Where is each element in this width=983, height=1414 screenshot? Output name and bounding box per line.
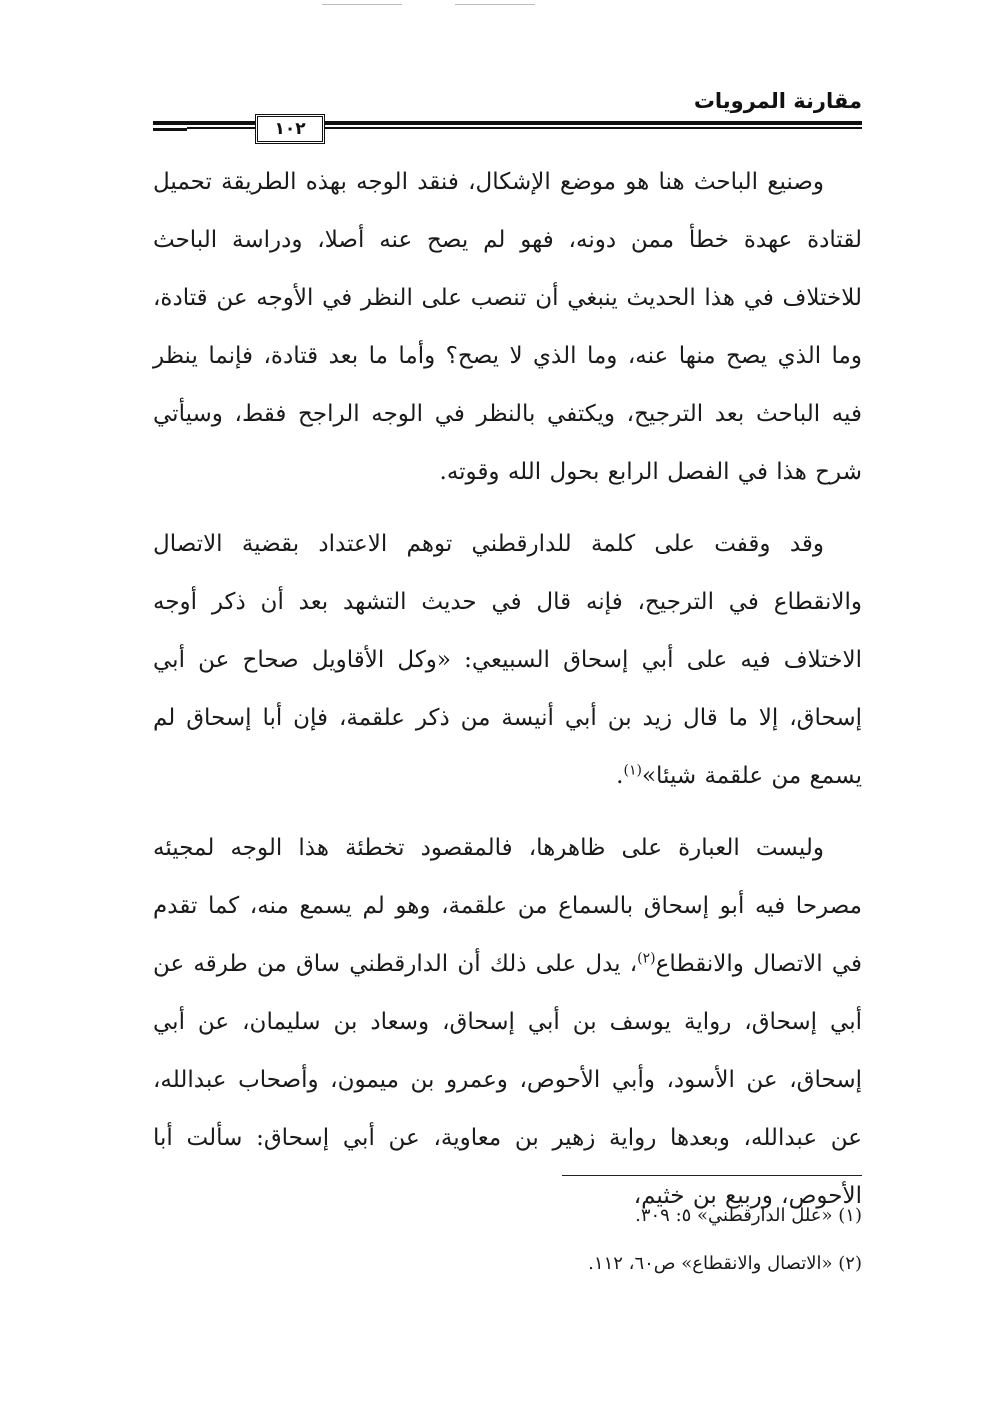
paragraph [153, 153, 862, 501]
paragraph [153, 819, 862, 1225]
footnote-marker: (٢) [637, 950, 656, 967]
paragraph-text: . [616, 763, 624, 789]
running-header [153, 88, 862, 148]
book-title: مقارنة المرويات [693, 89, 862, 113]
paragraph-text: وليست العبارة على ظاهرها، فالمقصود تخطئة هذا الوجه لمجيئه مصرحا فيه أبو إسحاق بالسماع من علقمة، وهو لم يسمع منه، كما تقدم في الاتصال والانقطاع [153, 835, 863, 977]
footnote: (١) «علل الدارقطني» ٥: ٣٠٩. [635, 1205, 862, 1226]
paragraph-text: وقد وقفت على كلمة للدارقطني توهم الاعتداد بقضية الاتصال والانقطاع في الترجيح، فإنه قال في حديث التشهد بعد أن ذكر أوجه الاختلاف فيه على أبي إسحاق السبيعي: «وكل الأقاويل صحاح عن أبي إسحاق، إلا ما قال زيد بن أبي أنيسة من ذكر علقمة، فإن أبا إسحاق لم يسمع من علقمة شيئا» [153, 531, 862, 789]
page-number-box [255, 114, 325, 144]
paragraph [153, 515, 862, 805]
footnote-separator [562, 1175, 862, 1176]
scan-mark [322, 4, 402, 5]
footnote-marker: (١) [623, 762, 642, 779]
paragraph-text: وصنيع الباحث هنا هو موضع الإشكال، فنقد الوجه بهذه الطريقة تحميل لقتادة عهدة خطأ ممن دونه، فهو لم يصح عنه أصلا، ودراسة الباحث للاختلاف في هذا الحديث ينبغي أن تنصب على النظر في الأوجه عن قتادة، وما الذي يصح منها عنه، وما الذي لا يصح؟ وأما ما بعد قتادة، فإنما ينظر فيه الباحث بعد الترجيح، ويكتفي بالنظر في الوجه الراجح فقط، وسيأتي شرح هذا في الفصل الرابع بحول الله وقوته. [153, 169, 862, 485]
page-number: ١٠٢ [274, 119, 306, 139]
footnotes [153, 1192, 862, 1288]
page-number-ornament [153, 122, 187, 132]
paragraph-text: ، يدل على ذلك أن الدارقطني ساق من طرقه عن أبي إسحاق، رواية يوسف بن أبي إسحاق، وسعاد بن سليمان، عن أبي إسحاق، عن الأسود، وأبي الأحوص، وعمرو بن ميمون، وأصحاب عبدالله، عن عبدالله، وبعدها رواية زهير بن معاوية، عن أبي إسحاق: سألت أبا الأحوص، وربيع بن خثيم، [153, 951, 862, 1209]
footnote: (٢) «الاتصال والانقطاع» ص٦٠، ١١٢. [588, 1253, 862, 1274]
main-text [153, 153, 862, 1225]
scan-mark [455, 4, 535, 5]
